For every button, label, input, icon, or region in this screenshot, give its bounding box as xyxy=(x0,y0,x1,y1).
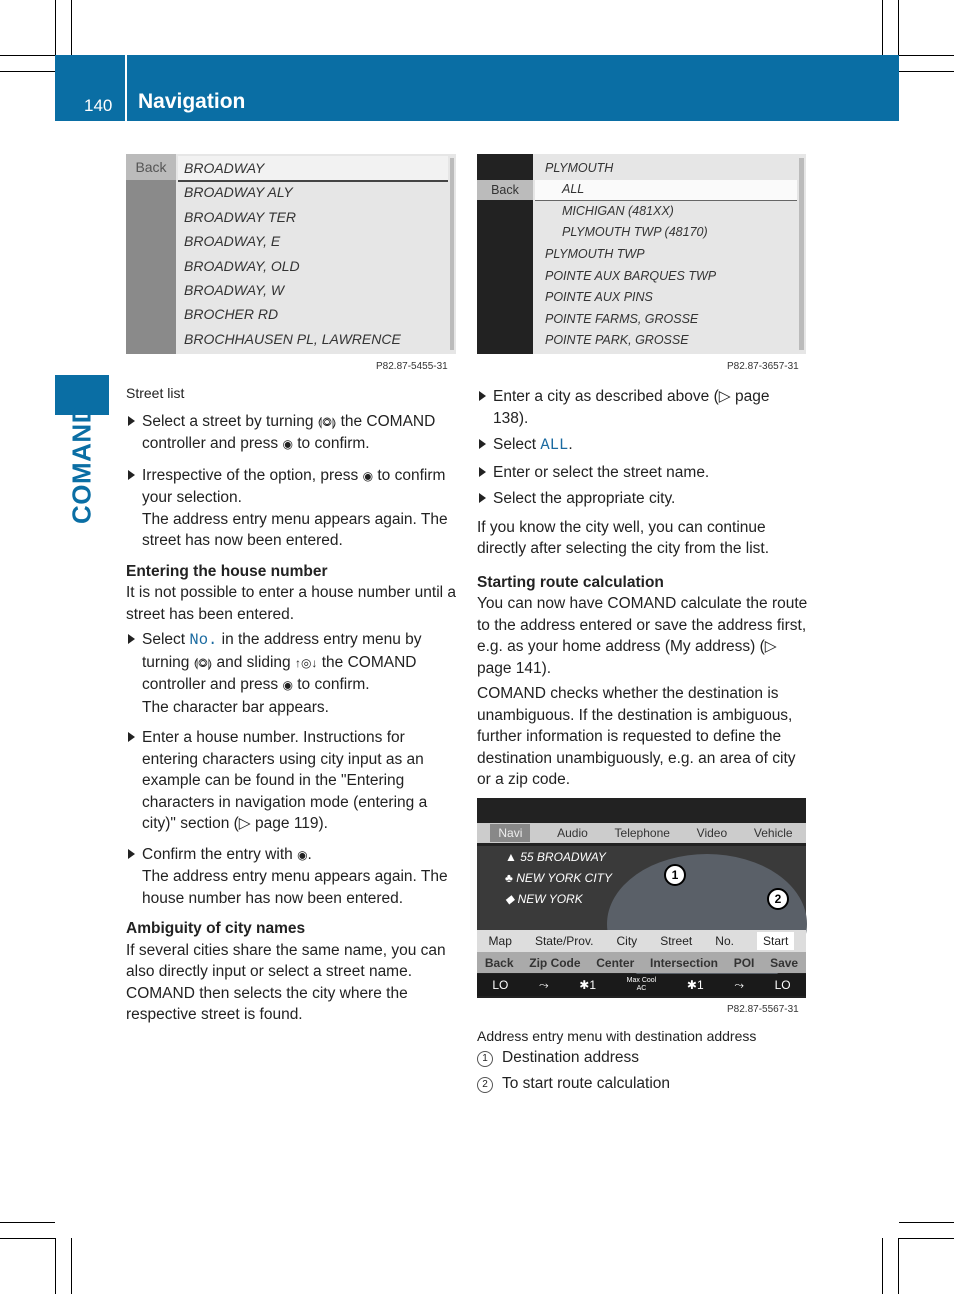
city-list-screenshot xyxy=(477,154,806,354)
list-item[interactable]: BROADWAY, W xyxy=(184,282,285,298)
crop-mark xyxy=(899,1222,954,1223)
address-display xyxy=(477,846,806,930)
fan-icon: ✱ xyxy=(686,978,697,992)
crop-mark xyxy=(899,1238,954,1239)
paragraph: COMAND checks whether the destination is unambiguous. If the destination is ambiguous, further information is requested to define the destination unambiguously, e.g. an area of city or a zip code. xyxy=(477,685,796,788)
save-button[interactable]: Save xyxy=(770,955,799,970)
menu-no[interactable]: No. xyxy=(715,934,734,948)
compass-graphic xyxy=(607,854,807,994)
instruction-step: Enter or select the street name. xyxy=(477,462,809,484)
instruction-step: Irrespective of the option, press ◉ to confirm your selection. The address entry menu appears again. The street has now been entered. xyxy=(126,465,458,552)
fan-icon: ✱ xyxy=(579,978,590,992)
list-item[interactable]: POINTE AUX BARQUES TWP xyxy=(545,269,717,283)
callout-1: 1 xyxy=(664,864,686,886)
center-button[interactable]: Center xyxy=(596,955,635,970)
airflow-icon[interactable]: ⤳ xyxy=(539,977,549,992)
list-item[interactable]: BROCHER RD xyxy=(184,306,279,322)
right-column xyxy=(477,386,809,791)
instruction-step: Select ALL. xyxy=(477,434,809,457)
address-line: ♣ NEW YORK CITY xyxy=(505,871,613,885)
menu-city[interactable]: City xyxy=(616,934,638,948)
page-number: 140 xyxy=(84,96,113,115)
destination-flag-icon: ▲ xyxy=(505,850,517,864)
crop-mark xyxy=(882,1238,883,1294)
fan-left[interactable]: ✱1 xyxy=(579,978,597,992)
section-title: Navigation xyxy=(138,90,246,113)
list-item[interactable]: ALL xyxy=(562,182,585,196)
start-button[interactable]: Start xyxy=(757,932,794,950)
turn-controller-icon: ⟬◎⟭ xyxy=(317,414,337,429)
zip-code-button[interactable]: Zip Code xyxy=(529,955,581,970)
address-line: ▲ 55 BROADWAY xyxy=(505,850,606,864)
max-cool[interactable]: Max Cool AC xyxy=(626,977,657,992)
list-item[interactable]: BROADWAY ALY xyxy=(184,184,293,200)
slide-controller-icon: ↑◎↓ xyxy=(294,655,318,670)
paragraph: It is not possible to enter a house number until a street has been entered. xyxy=(126,584,457,623)
scrollbar[interactable] xyxy=(450,158,454,350)
city-icon: ♣ xyxy=(505,871,513,885)
intersection-button[interactable]: Intersection xyxy=(649,955,718,970)
list-item[interactable]: BROADWAY TER xyxy=(184,209,297,225)
menu-street[interactable]: Street xyxy=(660,934,693,948)
address-line: ◆ NEW YORK xyxy=(505,892,583,906)
paragraph: If several cities share the same name, you can also directly input or select a street name. COMAND then selects the city where the respective street is found. xyxy=(126,941,446,1023)
instruction-step: Enter a city as described above (▷ page 138). xyxy=(477,386,809,429)
menu-navi[interactable]: Navi xyxy=(490,824,530,842)
list-item[interactable]: PLYMOUTH xyxy=(545,161,614,175)
menu-video[interactable]: Video xyxy=(696,826,728,840)
instruction-step: Select the appropriate city. xyxy=(477,488,809,510)
image-code: P82.87-5455-31 xyxy=(376,361,448,372)
callout-2: 2 xyxy=(767,888,789,910)
legend-item: 1 Destination address xyxy=(477,1049,639,1067)
state-icon: ◆ xyxy=(505,892,515,906)
instruction-step: Select No. in the address entry menu by turning ⟬◎⟭ and sliding ↑◎↓ the COMAND controller and press ◉ to confirm. The character bar appears. xyxy=(126,629,458,718)
list-item[interactable]: BROADWAY, OLD xyxy=(184,258,300,274)
street-list-screenshot xyxy=(126,154,456,354)
step-result: The character bar appears. xyxy=(142,698,329,716)
crop-mark xyxy=(0,71,55,72)
subheading: Entering the house number xyxy=(126,562,328,580)
crop-mark xyxy=(0,1238,55,1239)
menu-item-no: No. xyxy=(189,631,218,649)
crop-mark xyxy=(71,0,72,55)
address-menu-row xyxy=(477,952,806,973)
address-entry-screenshot xyxy=(477,798,806,998)
image-code: P82.87-5567-31 xyxy=(727,1004,799,1015)
back-button[interactable]: Back xyxy=(484,955,514,970)
side-tab-label: COMAND xyxy=(66,404,97,524)
address-menu-row xyxy=(477,930,806,952)
crop-mark xyxy=(0,55,55,56)
list-item[interactable]: BROCHHAUSEN PL, LAWRENCE xyxy=(184,331,401,347)
turn-controller-icon: ⟬◎⟭ xyxy=(193,655,213,670)
crop-mark xyxy=(898,1238,899,1294)
fan-right[interactable]: ✱1 xyxy=(686,978,704,992)
image-code: P82.87-3657-31 xyxy=(727,361,799,372)
airflow-icon[interactable]: ⤳ xyxy=(734,977,744,992)
paragraph: If you know the city well, you can continue directly after selecting the city from the list. xyxy=(477,518,770,557)
callout-number: 2 xyxy=(477,1077,493,1093)
scrollbar[interactable] xyxy=(799,158,804,350)
subheading: Ambiguity of city names xyxy=(126,920,306,937)
crop-mark xyxy=(898,0,899,55)
menu-item-all: ALL xyxy=(540,436,569,454)
figure-caption: Street list xyxy=(126,385,185,401)
legend-item: 2 To start route calculation xyxy=(477,1075,670,1093)
menu-state[interactable]: State/Prov. xyxy=(534,934,594,948)
subheading: Starting route calculation xyxy=(477,573,664,591)
instruction-step: Confirm the entry with ◉. The address entry menu appears again. The house number has now been entered. xyxy=(126,844,458,910)
step-result: The address entry menu appears again. The street has now been entered. xyxy=(142,510,448,549)
crop-mark xyxy=(71,1238,72,1294)
list-item[interactable]: POINTE AUX PINS xyxy=(545,290,653,304)
press-controller-icon: ◉ xyxy=(362,468,374,483)
menu-map[interactable]: Map xyxy=(488,934,512,948)
figure-caption: Address entry menu with destination address xyxy=(477,1028,757,1044)
climate-bar xyxy=(477,974,806,996)
crop-mark xyxy=(0,1222,55,1223)
menu-audio[interactable]: Audio xyxy=(557,826,588,840)
temp-left[interactable]: LO xyxy=(492,978,509,992)
instruction-step: Enter a house number. Instructions for entering characters using city input as an example can be found in the "Entering characters in navigation mode (entering a city)" section (▷ page 119). xyxy=(126,727,458,835)
back-column xyxy=(126,154,176,354)
list-item[interactable]: PLYMOUTH TWP xyxy=(545,247,645,261)
press-controller-icon: ◉ xyxy=(282,437,293,451)
list-item[interactable]: PLYMOUTH TWP (48170) xyxy=(562,225,708,239)
crop-mark xyxy=(899,55,954,56)
list-item[interactable]: POINTE PARK, GROSSE xyxy=(545,333,689,347)
header-divider xyxy=(125,55,127,121)
left-column xyxy=(126,383,458,1026)
temp-right[interactable]: LO xyxy=(774,978,791,992)
menu-telephone[interactable]: Telephone xyxy=(614,826,670,840)
crop-mark xyxy=(55,1238,56,1294)
press-controller-icon: ◉ xyxy=(297,847,308,862)
main-menu-bar xyxy=(477,823,806,843)
crop-mark xyxy=(899,71,954,72)
menu-vehicle[interactable]: Vehicle xyxy=(753,826,793,840)
list-item[interactable]: MICHIGAN (481XX) xyxy=(562,204,674,218)
paragraph: You can now have COMAND calculate the route to the address entered or save the address first, e.g. as your home address (My address) (▷ page 141). xyxy=(477,595,808,677)
list-item[interactable]: BROADWAY xyxy=(184,160,265,176)
callout-number: 1 xyxy=(477,1051,493,1067)
poi-button[interactable]: POI xyxy=(733,955,755,970)
crop-mark xyxy=(882,0,883,55)
back-button[interactable]: Back xyxy=(126,154,176,180)
back-button[interactable]: Back xyxy=(477,180,533,200)
step-result: The address entry menu appears again. The house number has now been entered. xyxy=(142,868,448,907)
press-controller-icon: ◉ xyxy=(282,678,293,692)
crop-mark xyxy=(55,0,56,55)
list-item[interactable]: POINTE FARMS, GROSSE xyxy=(545,312,699,326)
instruction-step: Select a street by turning ⟬◎⟭ the COMAND controller and press ◉ to confirm. xyxy=(126,411,458,456)
list-item[interactable]: BROADWAY, E xyxy=(184,233,281,249)
